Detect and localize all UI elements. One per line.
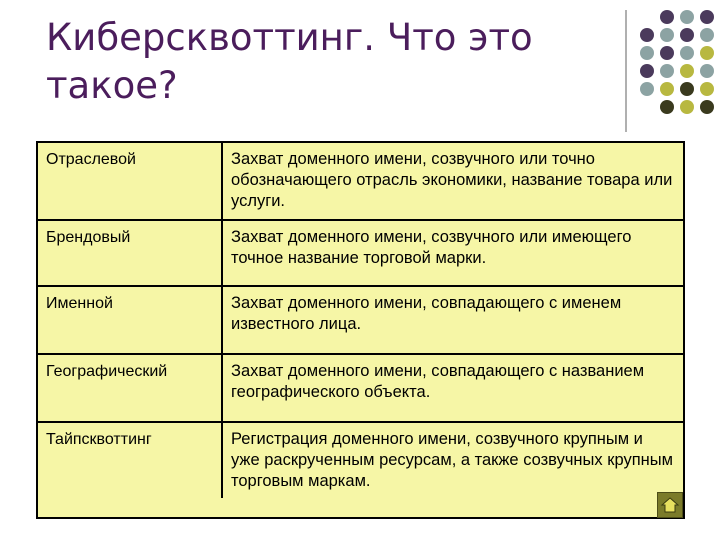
- table-row: [38, 219, 683, 285]
- decorative-dot: [660, 46, 674, 60]
- decorative-dot: [680, 28, 694, 42]
- slide-title: Киберсквоттинг. Что это такое?: [46, 16, 533, 107]
- type-cell: Отраслевой: [38, 143, 223, 219]
- table-row: [38, 143, 683, 219]
- decorative-dot: [640, 100, 654, 114]
- decorative-dot: [660, 82, 674, 96]
- decorative-dot: [660, 10, 674, 24]
- divider-line: [625, 10, 627, 132]
- decorative-dot: [660, 64, 674, 78]
- type-cell: Брендовый: [38, 221, 223, 285]
- description-cell: Захват доменного имени, совпадающего с названием географического объекта.: [231, 362, 645, 401]
- decorative-dot: [660, 28, 674, 42]
- description-cell: Регистрация доменного имени, созвучного крупным и уже раскрученным ресурсам, а также созвучных крупным торговым маркам.: [231, 430, 673, 490]
- home-icon: [660, 495, 680, 515]
- table-row: [38, 285, 683, 353]
- decorative-dot: [680, 64, 694, 78]
- decorative-dot: [700, 64, 714, 78]
- decorative-dot: [640, 46, 654, 60]
- type-cell: Именной: [38, 287, 223, 353]
- decorative-dot: [700, 28, 714, 42]
- decorative-dot: [640, 28, 654, 42]
- description-cell: Захват доменного имени, созвучного или точно обозначающего отрасль экономики, название товара или услуги.: [231, 150, 673, 210]
- type-cell: Тайпсквоттинг: [38, 423, 223, 498]
- description-cell: Захват доменного имени, созвучного или имеющего точное название торговой марки.: [231, 228, 632, 267]
- decorative-dot: [700, 10, 714, 24]
- decorative-dot: [700, 100, 714, 114]
- decorative-dot: [680, 10, 694, 24]
- decorative-dot: [640, 10, 654, 24]
- decorative-dot: [680, 100, 694, 114]
- type-cell: Географический: [38, 355, 223, 421]
- description-cell: Захват доменного имени, совпадающего с именем известного лица.: [231, 294, 622, 333]
- squatting-types-table: [36, 141, 685, 519]
- decorative-dots: [640, 10, 714, 114]
- table-row: [38, 421, 683, 498]
- decorative-dot: [640, 82, 654, 96]
- decorative-dot: [700, 46, 714, 60]
- decorative-dot: [680, 46, 694, 60]
- decorative-dot: [660, 100, 674, 114]
- home-button[interactable]: [657, 492, 683, 518]
- decorative-dot: [640, 64, 654, 78]
- decorative-dot: [680, 82, 694, 96]
- table-row: [38, 353, 683, 421]
- decorative-dot: [700, 82, 714, 96]
